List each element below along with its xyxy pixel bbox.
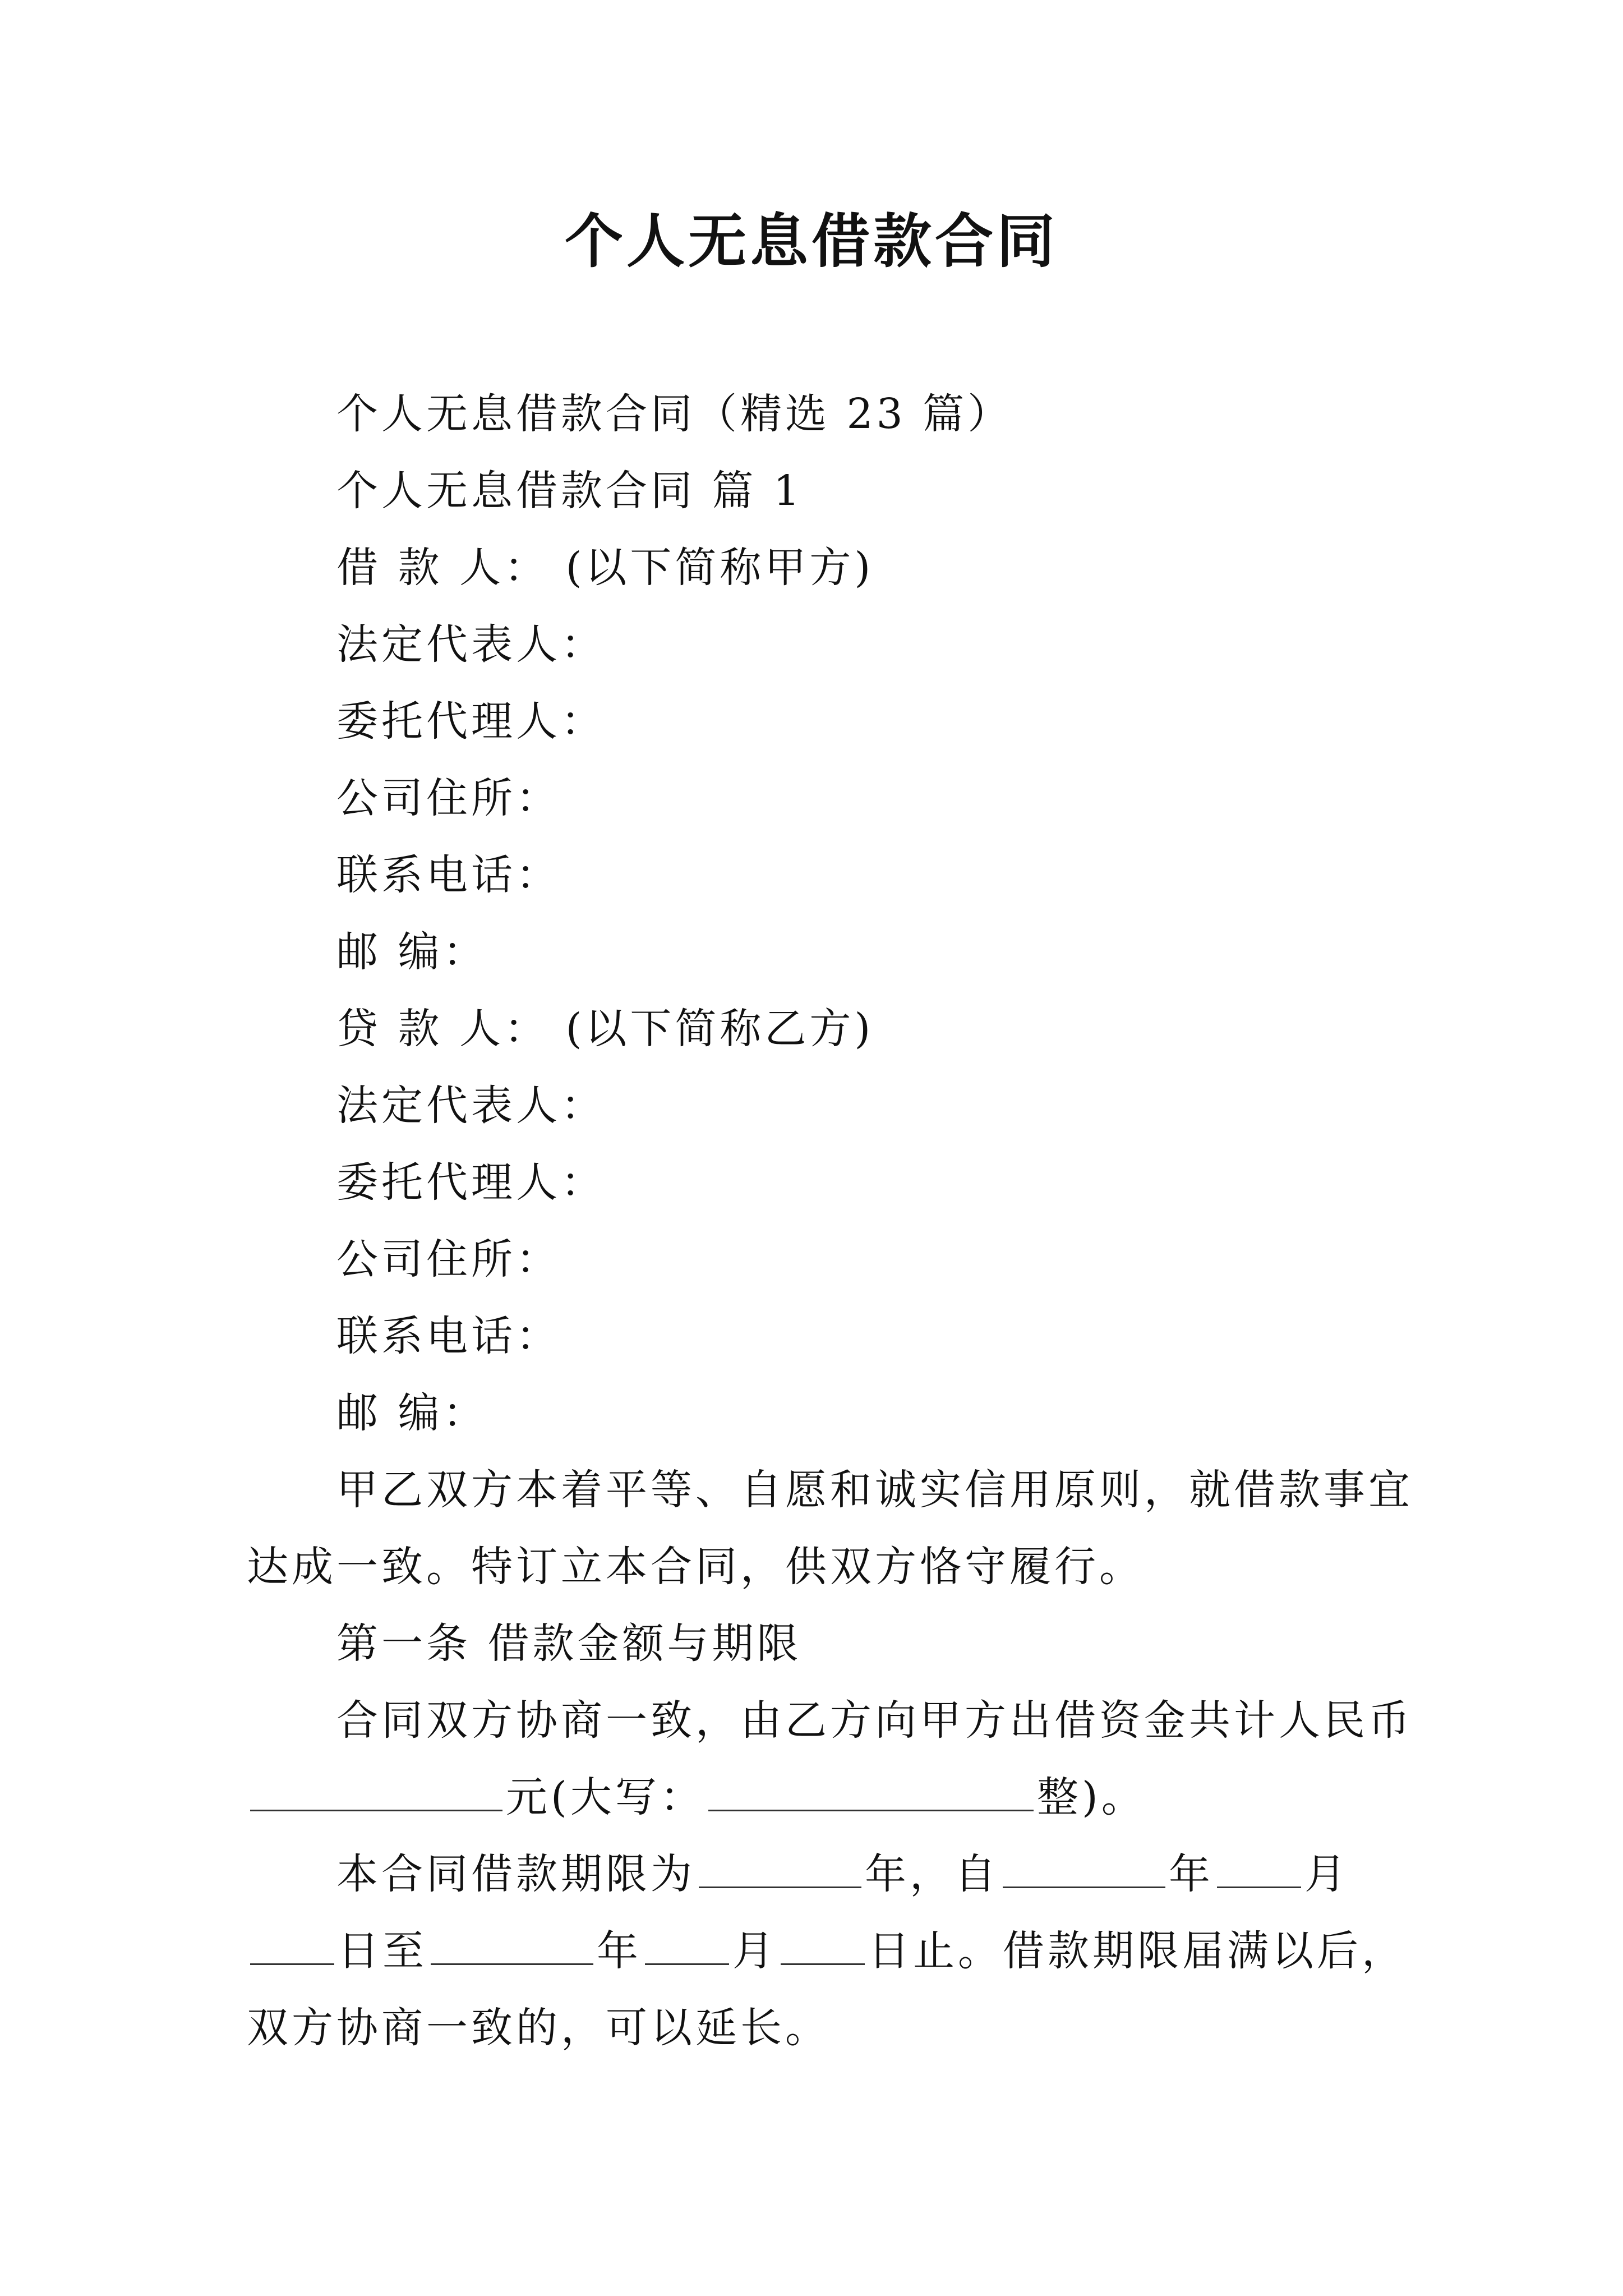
start-year-blank xyxy=(1003,1886,1165,1888)
zheng-label: 整)。 xyxy=(1036,1773,1146,1821)
legal-rep-line: 法定代表人： xyxy=(336,620,606,669)
address-line: 公司住所： xyxy=(336,1235,561,1283)
lender-line: 贷 款 人： (以下简称乙方) xyxy=(336,1005,874,1053)
start-year-label: 年 xyxy=(1169,1850,1214,1898)
intro-paragraph-line: 甲乙双方本着平等、自愿和诚实信用原则，就借款事宜 xyxy=(336,1466,1413,1514)
amount-blank xyxy=(250,1809,502,1811)
start-month-label: 月 xyxy=(1304,1850,1349,1898)
end-day-blank xyxy=(781,1963,865,1965)
agent-line: 委托代理人： xyxy=(336,697,606,746)
phone-line: 联系电话： xyxy=(336,851,561,899)
amount-fill-line xyxy=(247,1759,1402,1836)
end-year-blank xyxy=(431,1963,593,1965)
document-body xyxy=(247,376,1413,2067)
end-month-blank xyxy=(645,1963,729,1965)
legal-rep-line: 法定代表人： xyxy=(336,1082,606,1130)
subtitle: 个人无息借款合同（精选 23 篇） xyxy=(336,390,1013,438)
term-prefix: 本合同借款期限为 xyxy=(336,1850,695,1898)
day-to-label: 日至 xyxy=(338,1927,427,1975)
phone-line: 联系电话： xyxy=(336,1312,561,1360)
term-line: 双方协商一致的，可以延长。 xyxy=(247,2004,830,2052)
end-year-label: 年 xyxy=(597,1927,642,1975)
end-day-label: 日止。借款期限届满以后， xyxy=(868,1927,1407,1975)
amount-paragraph-line: 合同双方协商一致，由乙方向甲方出借资金共计人民币 xyxy=(336,1696,1413,1745)
term-year-label: 年，自 xyxy=(865,1850,999,1898)
agent-line: 委托代理人： xyxy=(336,1158,606,1207)
start-month-blank xyxy=(1217,1886,1301,1888)
address-line: 公司住所： xyxy=(336,774,561,822)
end-month-label: 月 xyxy=(732,1927,777,1975)
amount-uppercase-blank xyxy=(708,1809,1034,1811)
start-day-blank xyxy=(250,1963,334,1965)
section-heading: 个人无息借款合同 篇 1 xyxy=(336,467,804,515)
yuan-label: 元(大写： xyxy=(506,1773,705,1821)
postcode-line: 邮 编： xyxy=(336,1389,488,1437)
article-heading: 第一条 借款金额与期限 xyxy=(336,1619,802,1668)
borrower-line: 借 款 人： (以下简称甲方) xyxy=(336,544,874,592)
term-line xyxy=(247,1836,1402,1913)
term-years-blank xyxy=(699,1886,861,1888)
intro-paragraph-line: 达成一致。特订立本合同，供双方恪守履行。 xyxy=(247,1543,1144,1591)
term-line xyxy=(247,1913,1407,1990)
postcode-line: 邮 编： xyxy=(336,928,488,976)
document-title: 个人无息借款合同 xyxy=(564,206,1058,275)
